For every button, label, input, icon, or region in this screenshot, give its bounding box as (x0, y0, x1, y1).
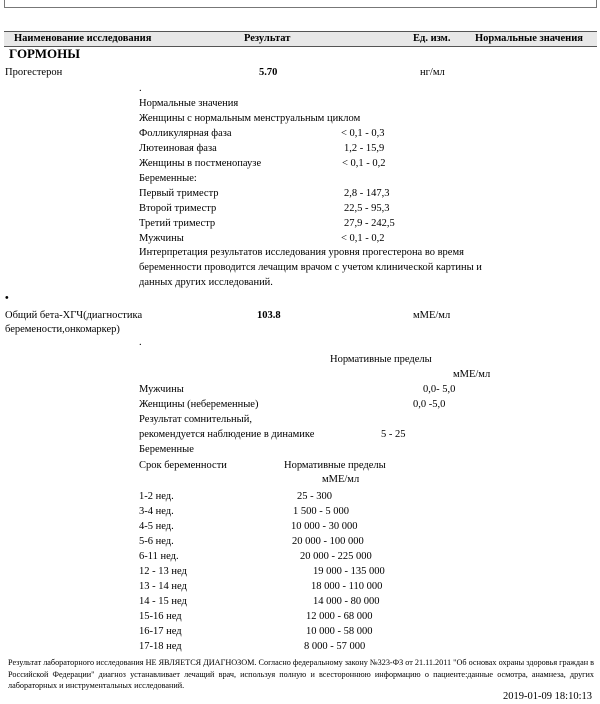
progesterone-norm-value: < 0,1 - 0,2 (342, 158, 386, 169)
progesterone-dot: . (139, 83, 142, 94)
hcg-week-label: 12 - 13 нед (139, 566, 187, 577)
hcg-pregnant-label: Беременные (139, 444, 194, 455)
hcg-men-label: Мужчины (139, 384, 184, 395)
hcg-term-norm-units: мМЕ/мл (322, 474, 360, 485)
hcg-week-label: 3-4 нед. (139, 506, 174, 517)
progesterone-interp-1: Интерпретация результатов исследования уровня прогестерона во время (139, 247, 464, 258)
section-title: ГОРМОНЫ (9, 46, 81, 61)
hcg-week-value: 10 000 - 58 000 (306, 626, 373, 637)
progesterone-interp-2: беременности проводится лечащим врачом с учетом клинической картины и (139, 262, 482, 273)
progesterone-norm-label: Лютеиновая фаза (139, 143, 217, 154)
hcg-dot: . (139, 337, 142, 348)
hcg-week-value: 20 000 - 225 000 (300, 551, 372, 562)
progesterone-norm-label: Женщины в постменопаузе (139, 158, 262, 169)
hcg-week-value: 10 000 - 30 000 (291, 521, 358, 532)
progesterone-interp-3: данных других исследований. (139, 277, 273, 288)
top-frame (4, 0, 597, 8)
hcg-week-label: 4-5 нед. (139, 521, 174, 532)
progesterone-norm-label: Третий триместр (139, 218, 216, 229)
progesterone-norm-value: < 0,1 - 0,2 (341, 233, 385, 244)
hcg-week-label: 1-2 нед. (139, 491, 174, 502)
hcg-name-1: Общий бета-ХГЧ(диагностика (5, 310, 143, 321)
hcg-units: мМЕ/мл (413, 310, 451, 321)
hcg-week-label: 16-17 нед (139, 626, 182, 637)
hcg-doubtful-1: Результат сомнительный, (139, 414, 252, 425)
hcg-week-value: 12 000 - 68 000 (306, 611, 373, 622)
hcg-doubtful-2: рекомендуется наблюдение в динамике (139, 429, 315, 440)
progesterone-units: нг/мл (420, 67, 445, 78)
progesterone-result: 5.70 (259, 67, 278, 78)
progesterone-norm-value: 27,9 - 242,5 (344, 218, 395, 229)
progesterone-norm-label: Первый триместр (139, 188, 219, 199)
hcg-result: 103.8 (257, 310, 281, 321)
hcg-week-label: 6-11 нед. (139, 551, 179, 562)
hcg-term-norm-header: Нормативные пределы (284, 460, 386, 471)
header-units: Ед. изм. (413, 33, 451, 44)
hcg-week-label: 14 - 15 нед (139, 596, 187, 607)
progesterone-norm-label: Нормальные значения (139, 98, 239, 109)
hcg-norm-units: мМЕ/мл (453, 369, 491, 380)
hcg-week-value: 25 - 300 (297, 491, 332, 502)
progesterone-norm-label: Фолликулярная фаза (139, 128, 232, 139)
progesterone-norm-value: < 0,1 - 0,3 (341, 128, 385, 139)
hcg-week-label: 13 - 14 нед (139, 581, 187, 592)
progesterone-norm-label: Беременные: (139, 173, 197, 184)
hcg-norm-header: Нормативные пределы (330, 354, 432, 365)
progesterone-norm-label: Мужчины (139, 233, 184, 244)
footer-disclaimer: Результат лабораторного исследования НЕ ЯВЛЯЕТСЯ ДИАГНОЗОМ. Согласно федеральному закону №323-ФЗ от 21.11.2011 "Об основах охраны здоровья граждан в Российской Федерации" диагноз устанавливает лечащий врач, используя полную и всестороннюю информацию о пациенте:данные осмотра, анамнеза, других лабораторных и инструментальных исследований. (8, 658, 594, 690)
progesterone-norm-value: 1,2 - 15,9 (344, 143, 385, 154)
hcg-week-label: 17-18 нед (139, 641, 182, 652)
progesterone-norm-label: Второй триместр (139, 203, 217, 214)
hcg-women-label: Женщины (небеременные) (139, 399, 259, 410)
separator-dot: • (5, 293, 9, 304)
hcg-week-value: 8 000 - 57 000 (304, 641, 366, 652)
hcg-week-value: 1 500 - 5 000 (293, 506, 349, 517)
hcg-doubtful-value: 5 - 25 (381, 429, 406, 440)
footer-timestamp: 2019-01-09 18:10:13 (503, 691, 592, 702)
progesterone-norm-value: 2,8 - 147,3 (344, 188, 390, 199)
hcg-name-2: беремености,онкомаркер) (5, 324, 120, 335)
hcg-week-value: 14 000 - 80 000 (313, 596, 380, 607)
header-result: Результат (244, 33, 291, 44)
progesterone-name: Прогестерон (5, 67, 63, 78)
hcg-women-value: 0,0 -5,0 (413, 399, 446, 410)
hcg-term-label: Срок беременности (139, 460, 227, 471)
header-name: Наименование исследования (14, 33, 152, 44)
header-norm: Нормальные значения (475, 33, 583, 44)
hcg-week-value: 20 000 - 100 000 (292, 536, 364, 547)
progesterone-norm-label: Женщины с нормальным менструальным циклом (139, 113, 361, 124)
table-header (4, 31, 597, 47)
hcg-week-label: 5-6 нед. (139, 536, 174, 547)
progesterone-norm-value: 22,5 - 95,3 (344, 203, 390, 214)
hcg-week-value: 18 000 - 110 000 (311, 581, 383, 592)
hcg-week-value: 19 000 - 135 000 (313, 566, 385, 577)
hcg-men-value: 0,0- 5,0 (423, 384, 456, 395)
hcg-week-label: 15-16 нед (139, 611, 182, 622)
